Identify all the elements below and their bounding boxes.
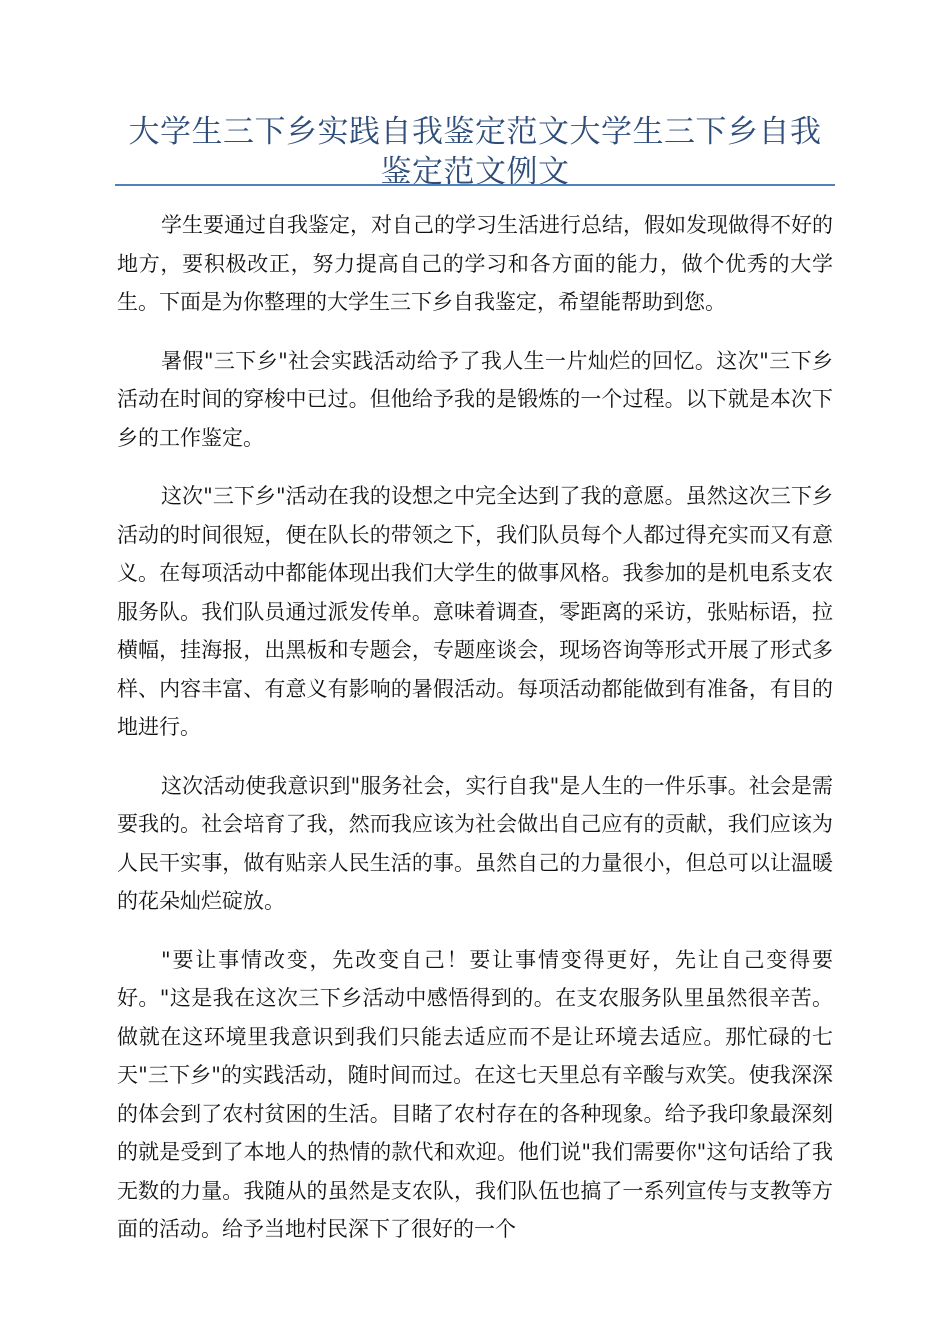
- title-divider: [115, 184, 835, 186]
- document-title: 大学生三下乡实践自我鉴定范文大学生三下乡自我鉴定范文例文: [128, 114, 822, 190]
- paragraph-3: 这次"三下乡"活动在我的设想之中完全达到了我的意愿。虽然这次三下乡活动的时间很短，便在队长的带领之下，我们队员每个人都过得充实而又有意义。在每项活动中都能体现出我们大学生的做事风格。我参加的是机电系支农服务队。我们队员通过派发传单。意味着调查，零距离的采访，张贴标语，拉横幅，挂海报，出黑板和专题会，专题座谈会，现场咨询等形式开展了形式多样、内容丰富、有意义有影响的暑假活动。每项活动都能做到有准备，有目的地进行。: [117, 484, 833, 739]
- paragraph-5: "要让事情改变，先改变自己！要让事情变得更好，先让自己变得要好。"这是我在这次三下乡活动中感悟得到的。在支农服务队里虽然很辛苦。做就在这环境里我意识到我们只能去适应而不是让环境去适应。那忙碌的七天"三下乡"的实践活动，随时间而过。在这七天里总有辛酸与欢笑。使我深深的体会到了农村贫困的生活。目睹了农村存在的各种现象。给予我印象最深刻的就是受到了本地人的热情的款代和欢迎。他们说"我们需要你"这句话给了我无数的力量。我随从的虽然是支农队，我们队伍也搞了一系列宣传与支教等方面的活动。给予当地村民深下了很好的一个: [117, 947, 833, 1241]
- paragraph-4: 这次活动使我意识到"服务社会，实行自我"是人生的一件乐事。社会是需要我的。社会培育了我，然而我应该为社会做出自己应有的贡献，我们应该为人民干实事，做有贴亲人民生活的事。虽然自己的力量很小，但总可以让温暖的花朵灿烂碇放。: [117, 773, 833, 913]
- title-block: [115, 112, 835, 192]
- paragraph-2: 暑假"三下乡"社会实践活动给予了我人生一片灿烂的回忆。这次"三下乡活动在时间的穿梭中已过。但他给予我的是锻炼的一个过程。以下就是本次下乡的工作鉴定。: [117, 348, 833, 450]
- document-body: [117, 206, 833, 1269]
- paragraph-1: 学生要通过自我鉴定，对自己的学习生活进行总结，假如发现做得不好的地方，要积极改正，努力提高自己的学习和各方面的能力，做个优秀的大学生。下面是为你整理的大学生三下乡自我鉴定，希望能帮助到您。: [117, 213, 833, 314]
